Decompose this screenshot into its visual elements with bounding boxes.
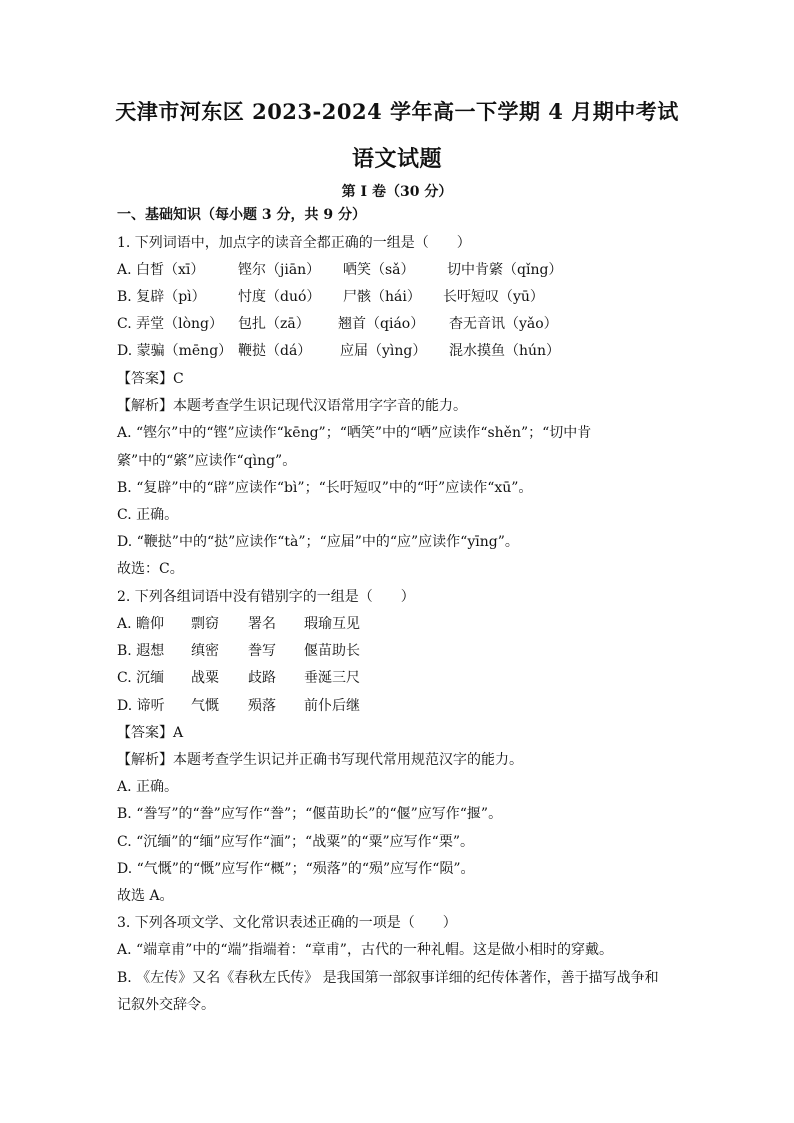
q2-option-d-3: 殒落 [248,698,276,714]
q2-option-a-3: 署名 [248,616,276,632]
q1-answer: 【答案】C [117,371,184,387]
q1-analysis-line: B. “复辟”中的“辟”应读作“bì”；“长吁短叹”中的“吁”应读作“xū”。 [117,480,533,496]
q2-option-b-4: 偃苗助长 [304,643,360,659]
q2-analysis [117,752,523,768]
part-heading: 第 I 卷（30 分） [341,184,453,200]
q1-analysis-label: 【解析】 [117,398,173,414]
q1-analysis-line: D. “鞭挞”中的“挞”应读作“tà”；“应届”中的“应”应读作“yīng”。 [117,534,519,550]
q1-option-c-3: 翘首（qiáo） [338,316,425,332]
q1-option-c-1: C. 弄堂（lòng） [117,316,223,332]
q2-option-c-2: 战粟 [191,670,219,686]
q1-analysis [117,398,467,414]
q1-option-b-2: 忖度（duó） [238,289,321,305]
q1-option-b-1: B. 复辟（pì） [117,289,206,305]
q1-option-b-3: 尸骸（hái） [343,289,421,305]
q1-option-d-1: D. 蒙骗（mēng） [117,343,233,359]
q2-option-b-3: 誊写 [248,643,276,659]
q1-option-d-4: 混水摸鱼（hún） [449,343,561,359]
question-1-stem: 1. 下列词语中，加点字的读音全都正确的一组是（ ） [117,235,471,251]
q2-analysis-label: 【解析】 [117,752,173,768]
q1-option-a-4: 切中肯綮（qǐng） [447,262,563,278]
q2-option-c-4: 垂涎三尺 [304,670,360,686]
q2-option-c-1: C. 沉缅 [117,670,165,686]
document-subtitle: 语文试题 [351,146,442,172]
q3-option-a: A. “端章甫”中的“端”指端着：“章甫”，古代的一种礼帽。这是做小相时的穿戴。 [117,942,613,958]
q2-option-d-2: 气慨 [191,698,219,714]
q2-option-c-3: 歧路 [248,670,276,686]
q1-conclusion: 故选：C。 [117,561,184,577]
q2-analysis-text: 本题考查学生识记并正确书写现代常用规范汉字的能力。 [173,752,523,768]
q2-answer: 【答案】A [117,725,184,741]
q2-conclusion: 故选 A。 [117,888,174,904]
q3-option-b: B. 《左传》又名《春秋左氏传》 是我国第一部叙事详细的纪传体著作，善于描写战争和 [117,970,659,986]
q2-option-d-4: 前仆后继 [304,698,360,714]
q2-option-a-4: 瑕瑜互见 [304,616,360,632]
q2-option-a-2: 剽窃 [191,616,219,632]
question-2-stem: 2. 下列各组词语中没有错别字的一组是（ ） [117,589,415,605]
q2-analysis-line: D. “气慨”的“慨”应写作“概”；“殒落”的“殒”应写作“陨”。 [117,861,475,877]
q2-option-d-1: D. 谛听 [117,698,165,714]
q1-option-c-4: 杳无音讯（yǎo） [449,316,558,332]
q1-analysis-line: C. 正确。 [117,507,179,523]
question-3-stem: 3. 下列各项文学、文化常识表述正确的一项是（ ） [117,915,457,931]
q2-analysis-line: A. 正确。 [117,779,179,795]
q3-option-b-continued: 记叙外交辞令。 [117,997,215,1013]
q2-option-a-1: A. 瞻仰 [117,616,165,632]
q2-option-b-1: B. 遐想 [117,643,165,659]
q1-option-a-2: 铿尔（jiān） [238,262,321,278]
q2-analysis-line: B. “誊写”的“誊”应写作“誊”；“偃苗助长”的“偃”应写作“揠”。 [117,806,503,822]
q1-option-a-1: A. 白皙（xī） [117,262,205,278]
q1-analysis-line: A. “铿尔”中的“铿”应读作“kēng”；“哂笑”中的“哂”应读作“shěn”；“切中肯 [117,425,592,441]
q2-option-b-2: 缜密 [191,643,219,659]
section-heading: 一、基础知识（每小题 3 分，共 9 分） [117,207,366,223]
q1-analysis-text: 本题考查学生识记现代汉语常用字字音的能力。 [173,398,467,414]
document-title: 天津市河东区 2023-2024 学年高一下学期 4 月期中考试 [115,99,679,124]
q1-analysis-line: 綮”中的“綮”应读作“qìng”。 [117,453,297,469]
q1-option-d-3: 应届（yìng） [340,343,427,359]
q1-option-d-2: 鞭挞（dá） [238,343,312,359]
q1-option-c-2: 包扎（zā） [238,316,310,332]
q1-option-a-3: 哂笑（sǎ） [343,262,415,278]
q1-option-b-4: 长吁短叹（yū） [443,289,544,305]
q2-analysis-line: C. “沉缅”的“缅”应写作“湎”；“战粟”的“粟”应写作“栗”。 [117,834,474,850]
